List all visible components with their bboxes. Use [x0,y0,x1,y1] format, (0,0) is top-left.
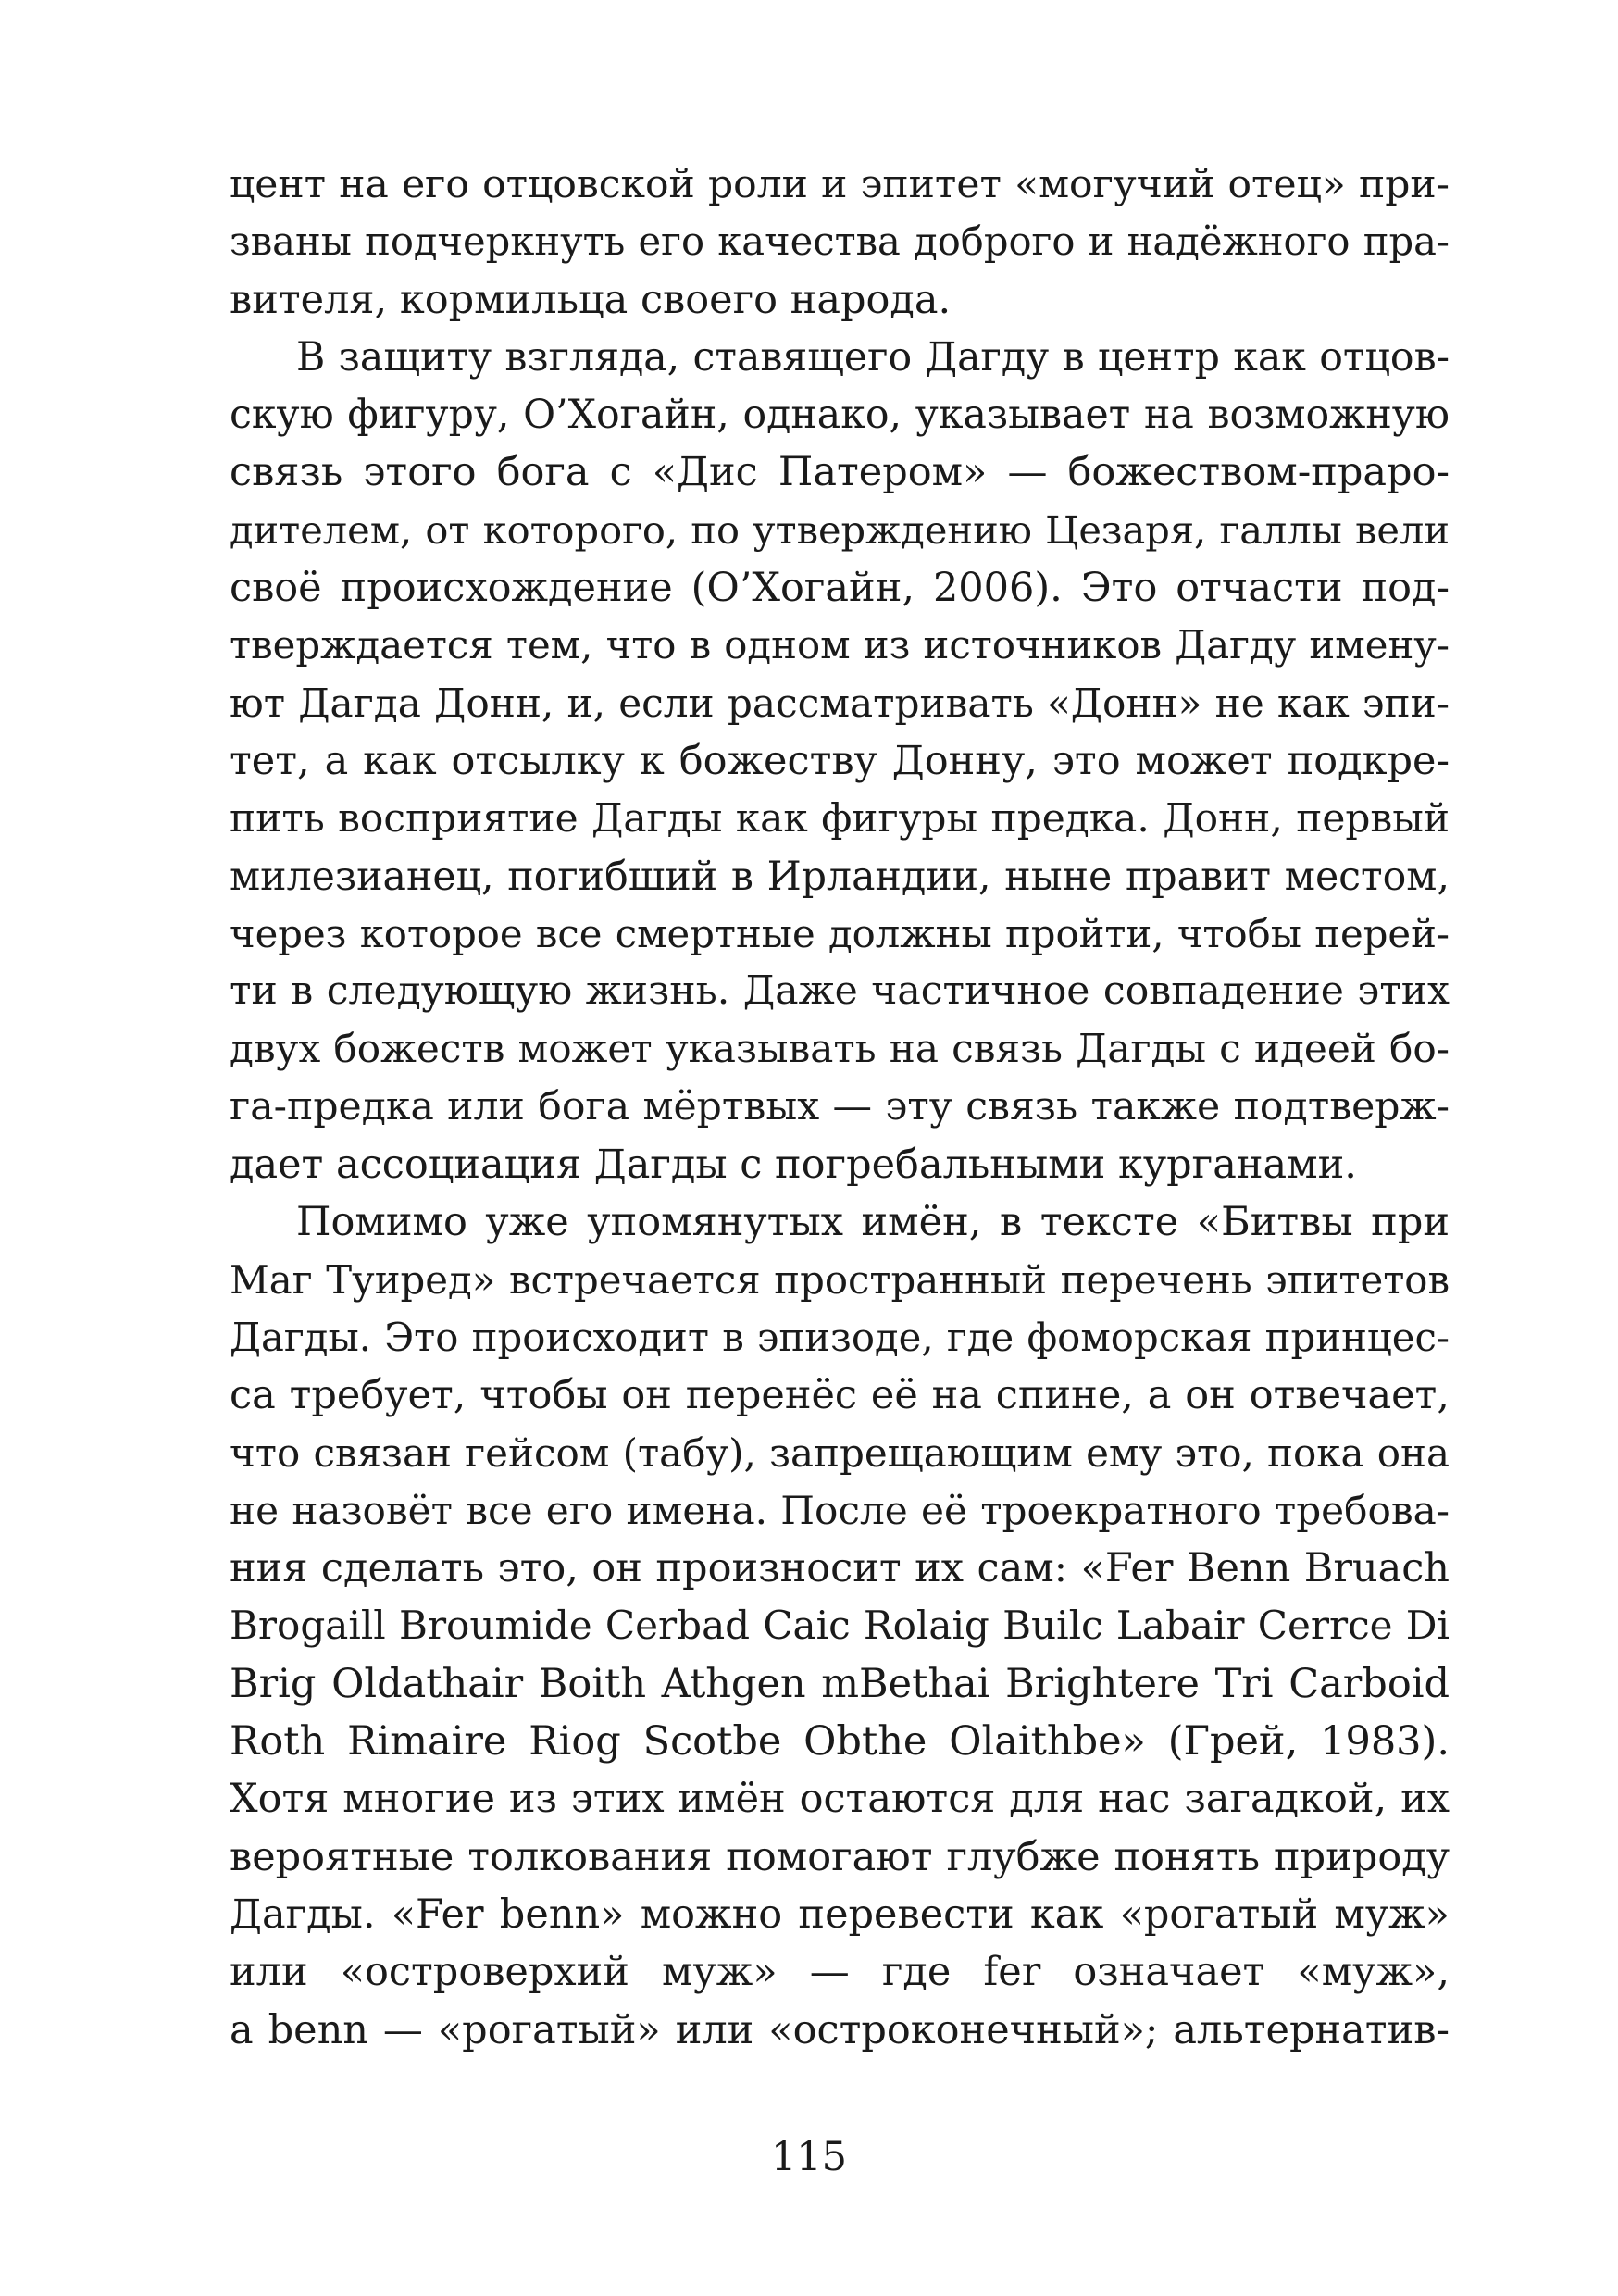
text-line: дает ассоциация Дагды с погребальными курганами. [230,1142,1357,1189]
text-line: или «островерхий муж» — где fer означает «муж», [230,1949,1450,1996]
text-line: ти в следующую жизнь. Даже частичное совпадение этих [230,968,1450,1015]
text-line: a benn — «рогатый» или «остроконечный»; альтернатив- [230,2006,1450,2053]
text-line: ния сделать это, он произносит их сам: «Fer Benn Bruach [230,1545,1450,1592]
text-line: не назовёт все его имена. После её троекратного требова- [230,1487,1450,1533]
text-line: скую фигуру, О’Хогайн, однако, указывает на возможную [230,392,1450,439]
text-line: вителя, кормильца своего народа. [230,276,952,323]
text-line: тет, а как отсылку к божеству Донну, это может подкре- [230,737,1450,784]
text-line: милезианец, погибший в Ирландии, ныне правит местом, [230,853,1450,900]
text-line: Помимо уже упомянутых имён, в тексте «Битвы при [296,1199,1450,1246]
text-line: ют Дагда Донн, и, если рассматривать «Донн» не как эпи- [230,680,1450,726]
text-line: своё происхождение (О’Хогайн, 2006). Это отчасти под- [230,565,1450,612]
text-line: Дагды. «Fer benn» можно перевести как «рогатый муж» [230,1890,1450,1938]
text-line: званы подчеркнуть его качества доброго и надёжного пра- [230,218,1450,265]
page-number: 115 [770,2134,848,2180]
text-line: цент на его отцовской роли и эпитет «могучий отец» при- [230,161,1450,206]
text-line: Roth Rimaire Riog Scotbe Obthe Olaithbe» (Грей, 1983). [230,1718,1450,1766]
text-line: двух божеств может указывать на связь Дагды с идеей бо- [230,1026,1450,1072]
text-line: са требует, чтобы он перенёс её на спине, а он отвечает, [230,1372,1450,1419]
text-line: Маг Туиред» встречается пространный перечень эпитетов [230,1256,1450,1303]
text-line: пить восприятие Дагды как фигуры предка. Донн, первый [230,795,1450,842]
text-line: тверждается тем, что в одном из источников Дагду имену- [230,622,1450,668]
text-line: через которое все смертные должны пройти, чтобы перей- [230,910,1450,956]
text-line: Дагды. Это происходит в эпизоде, где фоморская принцес- [230,1314,1450,1360]
text-line: дителем, от которого, по утверждению Цезаря, галлы вели [230,506,1450,553]
text-line: В защиту взгляда, ставящего Дагду в центр как отцов- [296,333,1450,381]
text-line: Brig Oldathair Boith Athgen mBethai Brightere Tri Carboid [230,1660,1450,1707]
text-line: вероятные толкования помогают глубже понять природу [230,1833,1450,1880]
text-line: связь этого бога с «Дис Патером» — божеством-праро- [230,449,1450,496]
text-line: Хотя многие из этих имён остаются для нас загадкой, их [230,1776,1450,1823]
text-line: Brogaill Broumide Cerbad Caic Rolaig Builc Labair Cerrce Di [230,1603,1450,1649]
text-line: что связан гейсом (табу), запрещающим ему это, пока она [230,1429,1450,1476]
text-line: га-предка или бога мёртвых — эту связь также подтверж- [230,1083,1450,1129]
body-text [230,156,1450,2059]
